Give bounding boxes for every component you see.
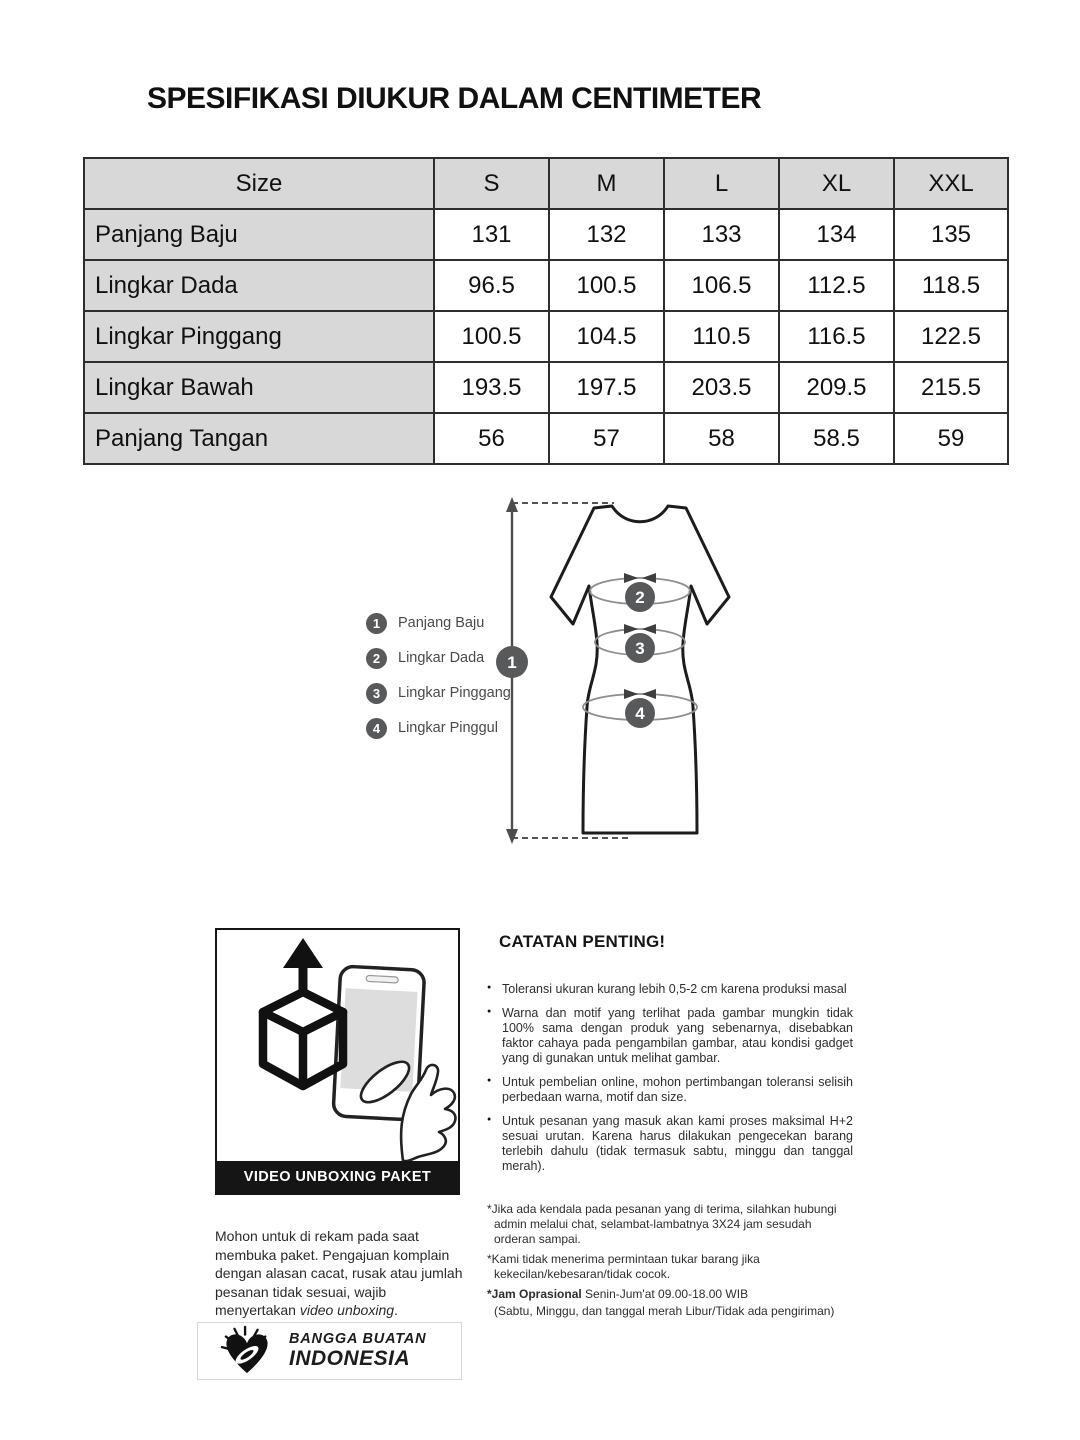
- col-header-m: M: [549, 158, 664, 209]
- row-label: Lingkar Bawah: [84, 362, 434, 413]
- badge-1: 1: [507, 653, 517, 672]
- footnote-bold: *Jam Oprasional: [487, 1287, 582, 1301]
- legend-badge-2: 2: [366, 648, 387, 669]
- notes-heading: CATATAN PENTING!: [499, 932, 666, 951]
- bangga-buatan-indonesia-logo: [197, 1322, 462, 1380]
- parcel-box-icon: [263, 992, 343, 1086]
- table-cell: 106.5: [664, 260, 779, 311]
- table-row: [84, 413, 1008, 464]
- footnotes: [487, 1202, 853, 1319]
- table-cell: 112.5: [779, 260, 894, 311]
- table-cell: 134: [779, 209, 894, 260]
- notes-list: [487, 982, 853, 1174]
- page-title: SPESIFIKASI DIUKUR DALAM CENTIMETER: [147, 82, 762, 115]
- table-cell: 209.5: [779, 362, 894, 413]
- logo-line1: BANGGA BUATAN: [289, 1331, 427, 1347]
- legend-label: Lingkar Pinggang: [398, 685, 511, 701]
- col-header-size: Size: [84, 158, 434, 209]
- table-cell: 135: [894, 209, 1008, 260]
- legend-label: Lingkar Pinggul: [398, 720, 498, 736]
- table-cell: 118.5: [894, 260, 1008, 311]
- table-cell: 131: [434, 209, 549, 260]
- table-row: [84, 209, 1008, 260]
- size-table-header-row: [84, 158, 1008, 209]
- legend-label: Panjang Baju: [398, 615, 485, 631]
- table-cell: 59: [894, 413, 1008, 464]
- measurement-legend: [366, 612, 511, 752]
- badge-3: 3: [635, 639, 645, 658]
- badge-2: 2: [635, 588, 645, 607]
- table-cell: 58.5: [779, 413, 894, 464]
- table-cell: 57: [549, 413, 664, 464]
- legend-item: [366, 647, 511, 669]
- legend-item: [366, 717, 511, 739]
- hand-holding-phone-illustration: [217, 930, 458, 1161]
- table-row: [84, 362, 1008, 413]
- note-bullet: ● Untuk pembelian online, mohon pertimbangan toleransi selisih perbedaan warna, motif dan size.: [502, 1075, 853, 1105]
- arrow-up-icon: [506, 497, 518, 512]
- legend-badge-4: 4: [366, 718, 387, 739]
- important-notes-section: [487, 932, 853, 1324]
- note-bullet: ● Warna dan motif yang terlihat pada gambar mungkin tidak 100% sama dengan produk yang sebenarnya, disebabkan faktor cahaya pada pengambilan gambar, atau kondisi gadget yang di gunakan untuk melihat gambar.: [502, 1006, 853, 1066]
- table-cell: 58: [664, 413, 779, 464]
- table-cell: 96.5: [434, 260, 549, 311]
- table-cell: 104.5: [549, 311, 664, 362]
- col-header-l: L: [664, 158, 779, 209]
- table-cell: 203.5: [664, 362, 779, 413]
- video-unboxing-card: [215, 928, 460, 1195]
- table-cell: 215.5: [894, 362, 1008, 413]
- unboxing-note-italic: video unboxing: [299, 1302, 395, 1319]
- table-row: [84, 260, 1008, 311]
- footnote: *Jika ada kendala pada pesanan yang di terima, silahkan hubungi admin melalui chat, selambat-lambatnya 3X24 jam sesudah orderan sampai.: [487, 1202, 837, 1246]
- table-cell: 100.5: [434, 311, 549, 362]
- row-label: Lingkar Pinggang: [84, 311, 434, 362]
- note-bullet: ● Untuk pesanan yang masuk akan kami proses maksimal H+2 sesuai urutan. Karena harus dilakukan pengecekan barang terlebih dahulu (tidak termasuk sabtu, minggu dan tanggal merah).: [502, 1114, 853, 1174]
- footnote-text: Senin-Jum'at 09.00-18.00 WIB: [581, 1287, 749, 1301]
- table-cell: 197.5: [549, 362, 664, 413]
- footnote: *Kami tidak menerima permintaan tukar barang jika kekecilan/kebesaran/tidak cocok.: [487, 1252, 760, 1281]
- table-cell: 132: [549, 209, 664, 260]
- col-header-xxl: XXL: [894, 158, 1008, 209]
- note-bullet: ● Toleransi ukuran kurang lebih 0,5-2 cm karena produksi masal: [502, 982, 853, 997]
- unboxing-banner: VIDEO UNBOXING PAKET: [217, 1161, 458, 1193]
- legend-label: Lingkar Dada: [398, 650, 485, 666]
- unboxing-note-period: .: [394, 1302, 398, 1319]
- legend-badge-1: 1: [366, 613, 387, 634]
- col-header-s: S: [434, 158, 549, 209]
- legend-badge-3: 3: [366, 683, 387, 704]
- row-label: Panjang Tangan: [84, 413, 434, 464]
- logo-text: [289, 1332, 426, 1370]
- table-cell: 100.5: [549, 260, 664, 311]
- unboxing-note-text: Mohon untuk di rekam pada saat membuka paket. Pengajuan komplain dengan alasan cacat, rusak atau jumlah pesanan tidak sesuai, wajib menyertakan: [215, 1228, 463, 1319]
- size-table: [83, 157, 1009, 465]
- arrow-down-icon: [506, 829, 518, 844]
- heart-hand-icon: [218, 1325, 276, 1377]
- unboxing-note: [215, 1227, 467, 1320]
- col-header-xl: XL: [779, 158, 894, 209]
- arrow-up-icon: [283, 938, 323, 992]
- table-cell: 122.5: [894, 311, 1008, 362]
- table-cell: 110.5: [664, 311, 779, 362]
- table-cell: 116.5: [779, 311, 894, 362]
- legend-item: [366, 682, 511, 704]
- table-row: [84, 311, 1008, 362]
- badge-4: 4: [635, 704, 645, 723]
- footnote: (Sabtu, Minggu, dan tanggal merah Libur/Tidak ada pengiriman): [494, 1304, 835, 1318]
- row-label: Panjang Baju: [84, 209, 434, 260]
- dress-outline: [551, 506, 729, 833]
- table-cell: 193.5: [434, 362, 549, 413]
- logo-line2: INDONESIA: [289, 1346, 411, 1370]
- table-cell: 56: [434, 413, 549, 464]
- table-cell: 133: [664, 209, 779, 260]
- footnote: [487, 1287, 853, 1302]
- legend-item: [366, 612, 511, 634]
- row-label: Lingkar Dada: [84, 260, 434, 311]
